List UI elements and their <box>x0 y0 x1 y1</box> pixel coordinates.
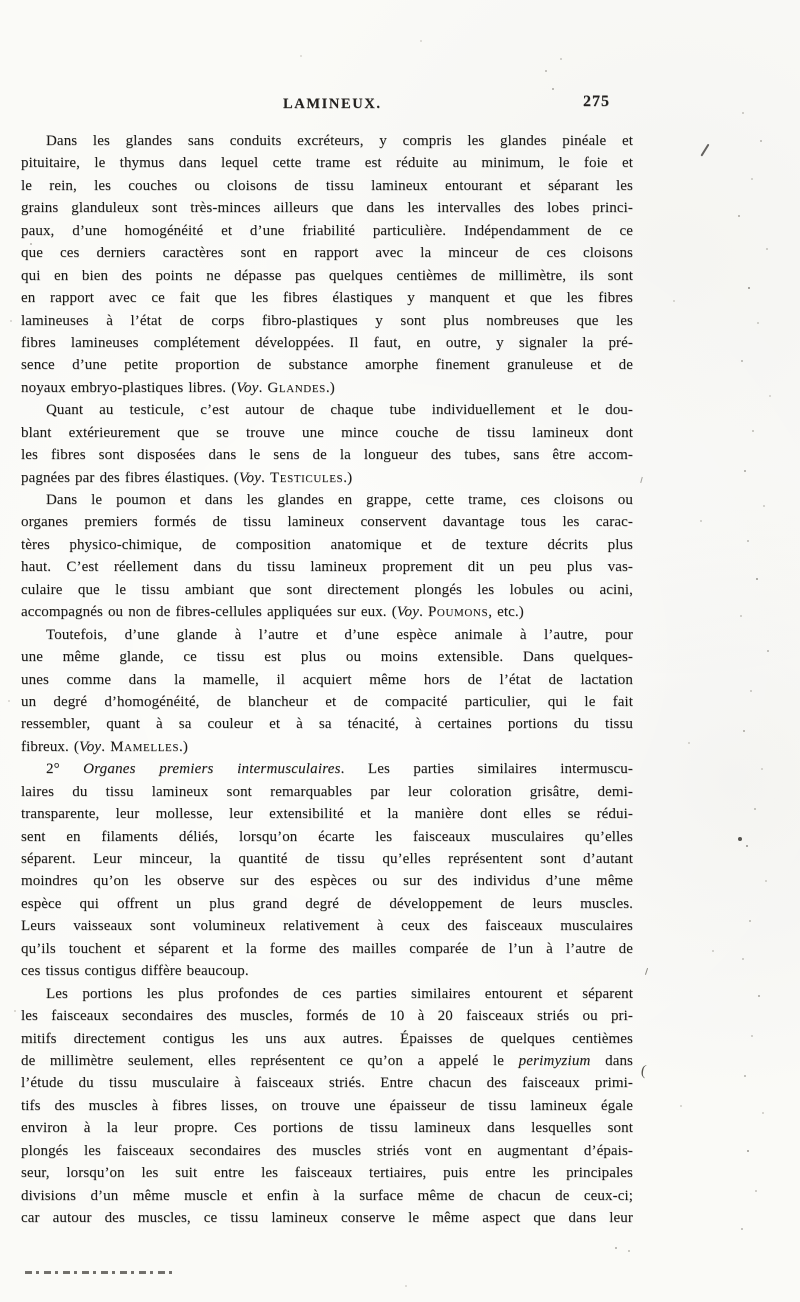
text-line: organes premiers formés de tissu lamineux conservent davantage tous les carac- <box>21 514 633 531</box>
text-line: ces tissus contigus diffère beaucoup. <box>21 963 249 980</box>
text-line: plongés les faisceaux secondaires des muscles striés vont en augmentant d’épais- <box>21 1142 633 1159</box>
text-line: Toutefois, d’une glande à l’autre et d’une espèce animale à l’autre, pour <box>46 626 633 643</box>
text-line: blant extérieurement que se trouve une mince couche de tissu lamineux dont <box>21 424 633 441</box>
text-line: unes comme dans la mamelle, il acquiert même hors de l’état de lactation <box>21 671 633 688</box>
text-line: pagnées par des fibres élastiques. (Voy. Testicules.) <box>21 469 353 486</box>
text-line: Dans les glandes sans conduits excréteurs, y compris les glandes pinéale et <box>46 133 633 149</box>
text-line: sence d’une petite proportion de substance amorphe finement granuleuse et de <box>21 357 633 374</box>
text-line: en rapport avec ce fait que les fibres élastiques y manquent et que les fibres <box>21 290 633 307</box>
scan-slash-artifact <box>700 144 709 157</box>
text-line: environ à la leur propre. Ces portions de tissu lamineux dans lesquelles sont <box>21 1120 633 1137</box>
text-line: fibres lamineuses complétement développées. Il faut, en outre, y signaler la pré- <box>21 334 633 351</box>
text-line: séparent. Leur minceur, la quantité de tissu qu’elles représentent sont d’autant <box>21 851 633 867</box>
text-line: l’étude du tissu musculaire à faisceaux striés. Entre chacun des faisceaux primi- <box>21 1075 633 1092</box>
text-line: car autour des muscles, ce tissu lamineux conserve le même aspect que dans leur <box>21 1210 633 1226</box>
text-line: pituitaire, le thymus dans lequel cette trame est réduite au minimum, le foie et <box>21 155 633 172</box>
text-line: fibreux. (Voy. Mamelles.) <box>21 738 188 755</box>
text-line: haut. C’est réellement dans du tissu lamineux proprement dit un peu plus vas- <box>21 559 633 576</box>
text-line: le rein, les couches ou cloisons de tissu lamineux entourant et séparant les <box>21 177 633 194</box>
text-line: Leurs vaisseaux sont volumineux relativement à ceux des faisceaux musculaires <box>21 918 633 935</box>
text-block <box>21 130 633 1229</box>
text-line: qui en bien des points ne dépasse pas quelques centièmes de millimètre, ils sont <box>21 267 633 284</box>
text-line: seur, lorsqu’on les suit entre les faisceaux tertiaires, puis entre les principales <box>21 1165 633 1182</box>
text-line: tères physico-chimique, de composition anatomique et de texture décrits plus <box>21 536 633 553</box>
text-line: moindres qu’on les observe sur des espèces ou sur des individus d’une même <box>21 873 633 890</box>
text-line: de millimètre seulement, elles représentent ce qu’on a appelé le perimyzium dans <box>21 1052 633 1069</box>
text-line: Quant au testicule, c’est autour de chaque tube individuellement et le dou- <box>46 402 633 419</box>
text-line: culaire que le tissu ambiant que sont directement plongés les lobules ou acini, <box>21 581 633 598</box>
text-line: 2° Organes premiers intermusculaires. Les parties similaires intermuscu- <box>46 761 633 778</box>
text-line: mitifs directement contigus les uns aux autres. Épaisses de quelques centièmes <box>21 1030 633 1047</box>
text-line: une même glande, ce tissu est plus ou moins extensible. Dans quelques- <box>21 649 633 666</box>
page-number: 275 <box>583 93 610 110</box>
text-line: les faisceaux secondaires des muscles, formés de 10 à 20 faisceaux striés ou pri- <box>21 1008 633 1025</box>
text-line: Dans le poumon et dans les glandes en grappe, cette trame, ces cloisons ou <box>46 492 633 508</box>
text-line: sent en filaments déliés, lorsqu’on écarte les faisceaux musculaires qu’elles <box>21 828 633 845</box>
text-line: qu’ils touchent et séparent et la forme des mailles comparée de l’un à l’autre de <box>21 940 633 957</box>
text-line: paux, d’une homogénéité et d’une friabilité particulière. Indépendamment de ce <box>21 222 633 239</box>
text-line: noyaux embryo-plastiques libres. (Voy. Glandes.) <box>21 379 335 396</box>
scan-paren-artifact: ( <box>639 1062 648 1080</box>
text-line: que ces derniers caractères sont en rapport avec la minceur de ces cloisons <box>21 245 633 262</box>
scan-dashed-artifact <box>25 1271 173 1274</box>
text-line: laires du tissu lamineux sont remarquables par leur coloration grisâtre, demi- <box>21 783 633 800</box>
text-line: ressembler, quant à sa couleur et à sa ténacité, à certaines portions du tissu <box>21 716 633 733</box>
text-line: grains glanduleux sont très-minces ailleurs que dans les intervalles des lobes princi- <box>21 200 633 217</box>
text-line: les fibres sont disposées dans le sens de la longueur des tubes, sans être accom- <box>21 447 633 464</box>
text-line: accompagnés ou non de fibres-cellules appliquées sur eux. (Voy. Poumons, etc.) <box>21 604 524 621</box>
text-line: transparente, leur mollesse, leur extensibilité et la manière dont elles se rédui- <box>21 806 633 823</box>
text-line: divisions d’un même muscle et enfin à la surface même de chacun de ceux-ci; <box>21 1187 633 1204</box>
running-title: LAMINEUX. <box>283 96 382 112</box>
text-line: espèce qui offrent un plus grand degré de développement de leurs muscles. <box>21 895 633 912</box>
scan-tick-artifact-2 <box>640 477 643 483</box>
scan-speckles <box>0 0 2 2</box>
scan-tick-artifact <box>645 968 648 975</box>
text-line: lamineuses à l’état de corps fibro-plastiques y sont plus nombreuses que les <box>21 312 633 329</box>
text-line: tifs des muscles à fibres lisses, on trouve une épaisseur de tissu lamineux égale <box>21 1097 633 1114</box>
text-line: un degré d’homogénéité, de blancheur et de compacité particulier, qui le fait <box>21 693 633 710</box>
text-line: Les portions les plus profondes de ces parties similaires entourent et séparent <box>46 985 633 1002</box>
